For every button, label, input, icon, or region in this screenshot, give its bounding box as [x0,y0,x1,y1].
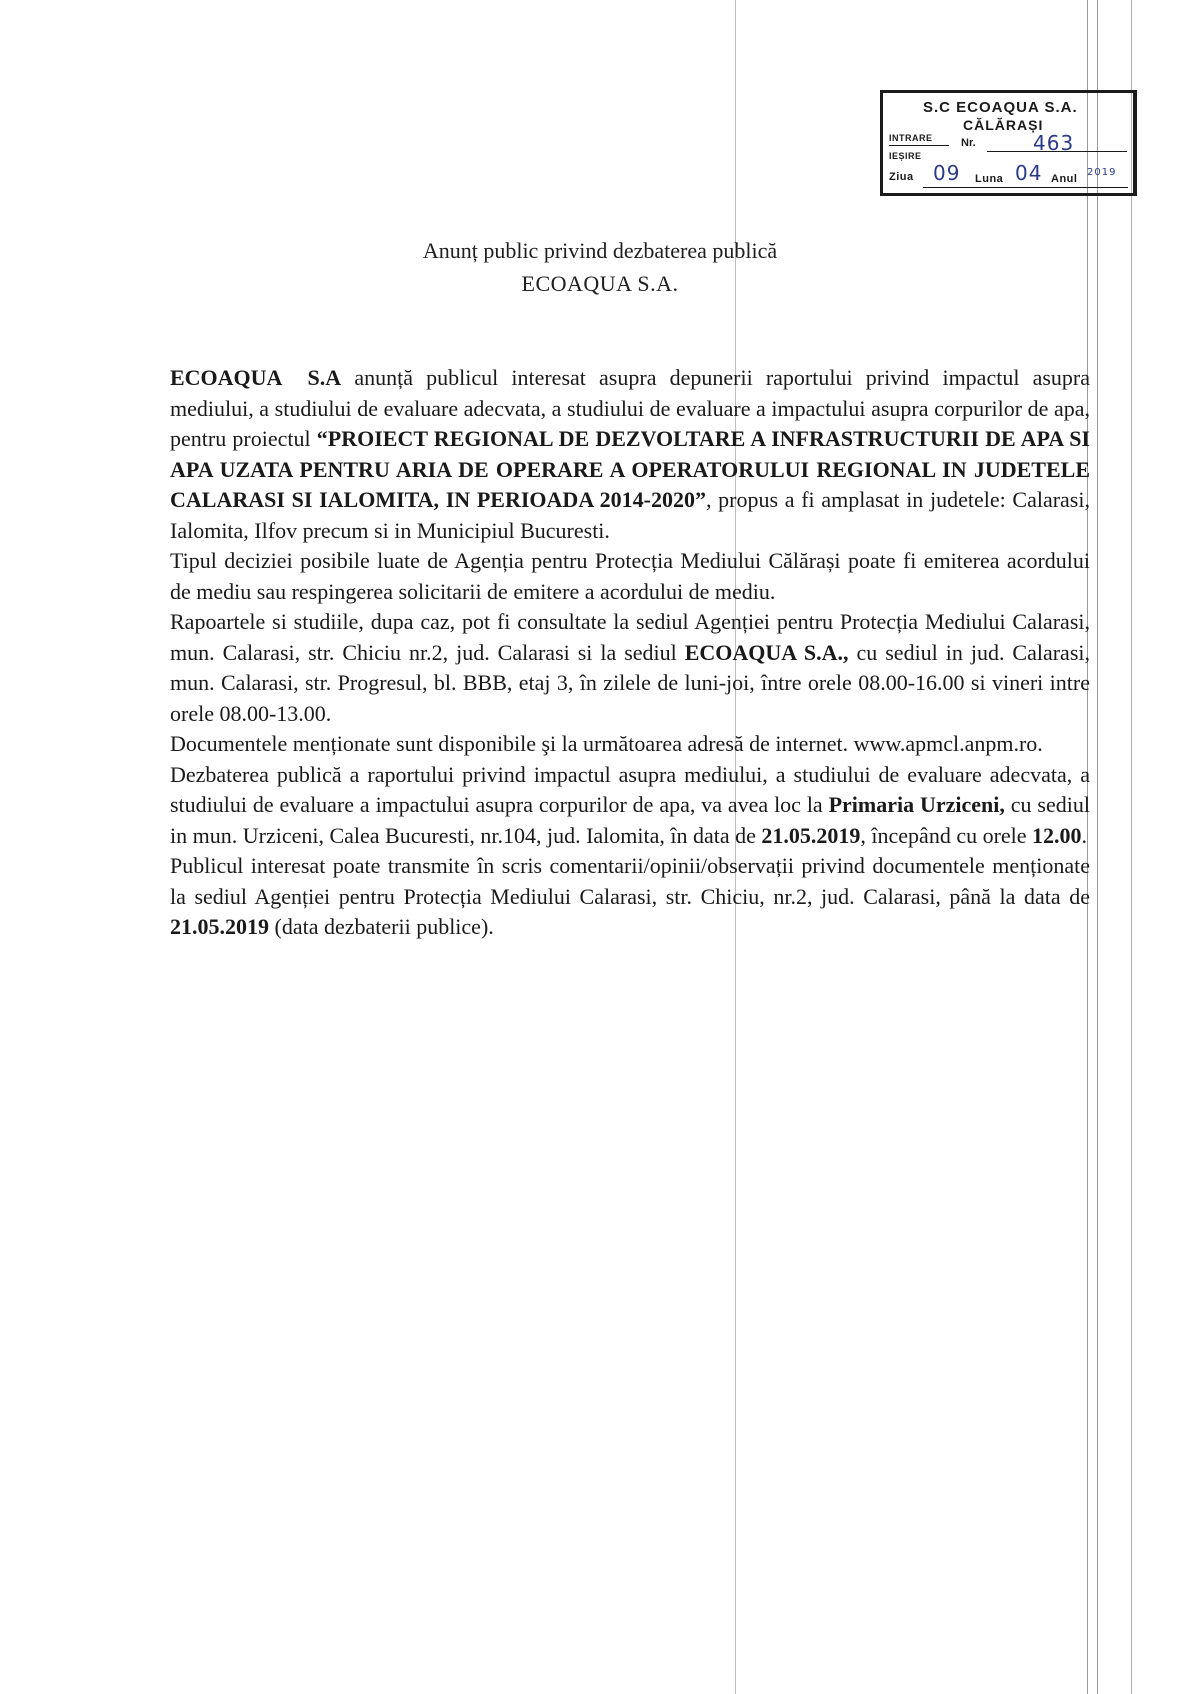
stamp-nr-label: Nr. [961,137,976,149]
stamp-intrare-label: INTRARE [889,133,933,143]
announcement-body [170,363,1090,943]
stamp-luna-value: 04 [1015,161,1043,185]
stamp-luna-label: Luna [975,173,1004,185]
debate-date: 21.05.2019 [761,822,861,848]
paragraph-decision: Tipul deciziei posibile luate de Agenția pentru Protecția Mediului Călărași poate fi emiterea acordului de mediu sau respingerea solicitarii de emitere a acordului de mediu. [170,548,1090,604]
stamp-ziua-value: 09 [933,161,961,185]
paragraph-internet: Documentele menționate sunt disponibile şi la următoarea adresă de internet. www.apmcl.anpm.ro. [170,731,1043,756]
paragraph-text: Dezbaterea publică a raportului privind impactul asupra mediului, a studiului de evaluare adecvata, a studiului de evaluare a impactului asupra corpurilor de apa, va avea loc la [170,761,1090,817]
stamp-company: S.C ECOAQUA S.A. [923,99,1078,116]
stamp-rule [923,187,1128,188]
project-name: “PROIECT REGIONAL DE DEZVOLTARE A INFRASTRUCTURII DE APA SI APA UZATA PENTRU ARIA DE OPERARE A OPERATORULUI REGIONAL IN JUDETELE CALARASI SI IALOMITA, IN PERIOADA 2014-2020” [170,426,1090,512]
debate-location: Primaria Urziceni, [828,792,1005,817]
paragraph-text: , propus a fi amplasat in judetele: Calarasi, Ialomita, Ilfov precum si in Municipiul Bucuresti. [170,487,1090,543]
stamp-ziua-label: Ziua [889,171,914,183]
paragraph-text: anunță publicul interesat asupra depunerii raportului privind impactul asupra mediului, a studiului de evaluare adecvata, a studiului de evaluare a impactului asupra corpurilor de apa, pentru proiectul [170,365,1090,451]
paragraph-consultation [170,607,1090,729]
stamp-nr-value: 463 [1033,131,1075,155]
stamp-city: CĂLĂRAȘI [963,117,1044,133]
registration-stamp [880,90,1137,196]
company-name: ECOAQUA S.A., [684,639,849,665]
paragraph-text: Publicul interesat poate transmite în scris comentarii/opinii/observații privind documentele menționate la sediul Agenției pentru Protecția Mediului Calarasi, str. Chiciu, nr.2, jud. Calarasi, până la data de [170,853,1090,909]
page-subtitle: ECOAQUA S.A. [521,271,679,296]
stamp-rule [889,145,949,146]
stamp-iesire-label: IEȘIRE [889,151,922,161]
paragraph-text: Rapoartele si studiile, dupa caz, pot fi consultate la sediul Agenției pentru Protecția Mediului Calarasi, mun. Calarasi, str. Chiciu nr.2, jud. Calarasi si la sediul [170,609,1090,665]
paragraph-comments [170,851,1090,943]
page-title: Anunț public privind dezbaterea publică [422,238,778,263]
paragraph-text: cu sediul in jud. Calarasi, mun. Calarasi, str. Progresul, bl. BBB, etaj 3, în zilele de luni-joi, între orele 08.00-16.00 si vineri intre orele 08.00-13.00. [170,639,1090,726]
paragraph-text: (data dezbaterii publice). [269,914,494,939]
paragraph-text: , începând cu orele [860,822,1033,848]
company-name: ECOAQUA S.A [170,365,342,390]
debate-time: 12.00 [1032,822,1082,848]
stamp-anul-label: Anul [1051,173,1078,185]
paragraph-announcement [170,363,1090,546]
paragraph-text: cu sediul in mun. Urziceni, Calea Bucuresti, nr.104, jud. Ialomita, în data de [170,792,1090,848]
deadline-date: 21.05.2019 [170,914,269,939]
paragraph-debate [170,760,1090,852]
paragraph-text: . [1081,822,1088,848]
stamp-anul-value: 2019 [1087,167,1117,178]
